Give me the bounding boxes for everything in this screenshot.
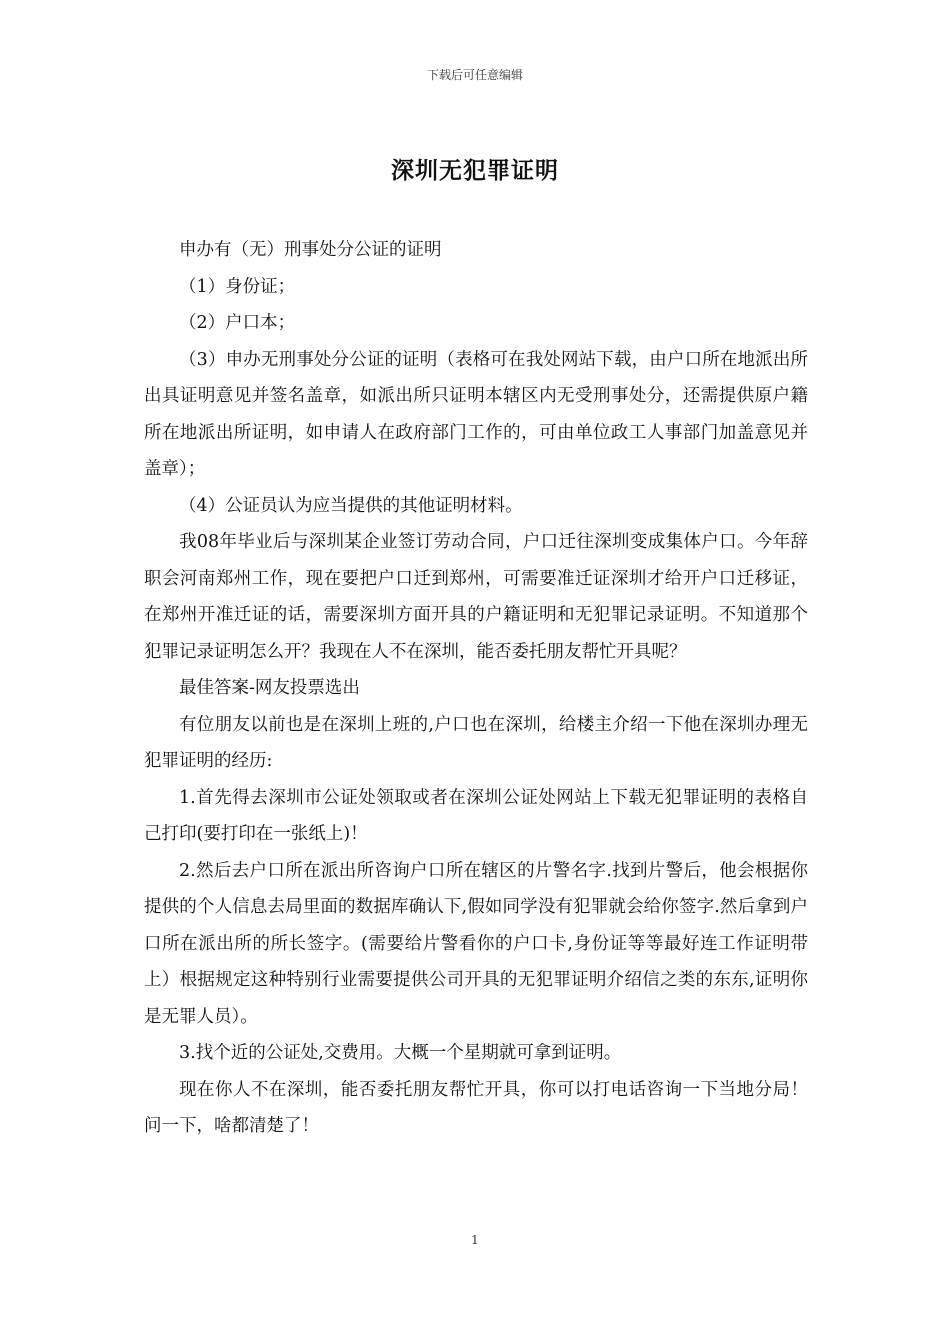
paragraph-step-2: 2.然后去户口所在派出所咨询户口所在辖区的片警名字.找到片警后，他会根据你提供的个人信息去局里面的数据库确认下,假如同学没有犯罪就会给你签字.然后拿到户口所在派出所的所长签字。(需要给片警看你的户口卡,身份证等等最好连工作证明带上）根据规定这种特别行业需要提供公司开具的无犯罪证明介绍信之类的东东,证明你是无罪人员）。 (144, 860, 808, 1027)
header-note: 下载后可任意编辑 (426, 68, 523, 82)
document-title: 深圳无犯罪证明 (391, 157, 559, 184)
paragraph-step-3: 3.找个近的公证处,交费用。大概一个星期就可拿到证明。 (179, 1043, 622, 1063)
paragraph-item-certificate-form: （3）申办无刑事处分公证的证明（表格可在我处网站下载，由户口所在地派出所出具证明意见并签名盖章，如派出所只证明本辖区内无受刑事处分，还需提供原户籍所在地派出所证明，如申请人在政府部门工作的，可由单位政工人事部门加盖意见并盖章）； (144, 349, 808, 479)
paragraph-step-1: 1.首先得去深圳市公证处领取或者在深圳公证处网站上下载无犯罪证明的表格自己打印(要打印在一张纸上)！ (144, 787, 808, 844)
paragraph-item-other-materials: （4）公证员认为应当提供的其他证明材料。 (179, 495, 523, 516)
paragraph-best-answer-label: 最佳答案-网友投票选出 (179, 678, 360, 698)
document-body (144, 232, 808, 1145)
paragraph-closing: 现在你人不在深圳，能否委托朋友帮忙开具，你可以打电话咨询一下当地分局！问一下，啥都清楚了！ (144, 1079, 808, 1136)
paragraph-item-id-card: （1）身份证； (179, 276, 296, 297)
paragraph-application-requirements: 申办有（无）刑事处分公证的证明 (179, 240, 442, 260)
paragraph-question: 我08年毕业后与深圳某企业签订劳动合同，户口迁往深圳变成集体户口。今年辞职会河南郑州工作，现在要把户口迁到郑州，可需要准迁证深圳才给开户口迁移证，在郑州开准迁证的话，需要深圳方面开具的户籍证明和无犯罪记录证明。不知道那个犯罪记录证明怎么开？我现在人不在深圳，能否委托朋友帮忙开具呢？ (144, 532, 808, 662)
page-number: 1 (471, 1233, 479, 1247)
paragraph-item-household-register: （2）户口本； (179, 313, 296, 333)
paragraph-answer-intro: 有位朋友以前也是在深圳上班的,户口也在深圳，给楼主介绍一下他在深圳办理无犯罪证明的经历: (144, 714, 808, 771)
